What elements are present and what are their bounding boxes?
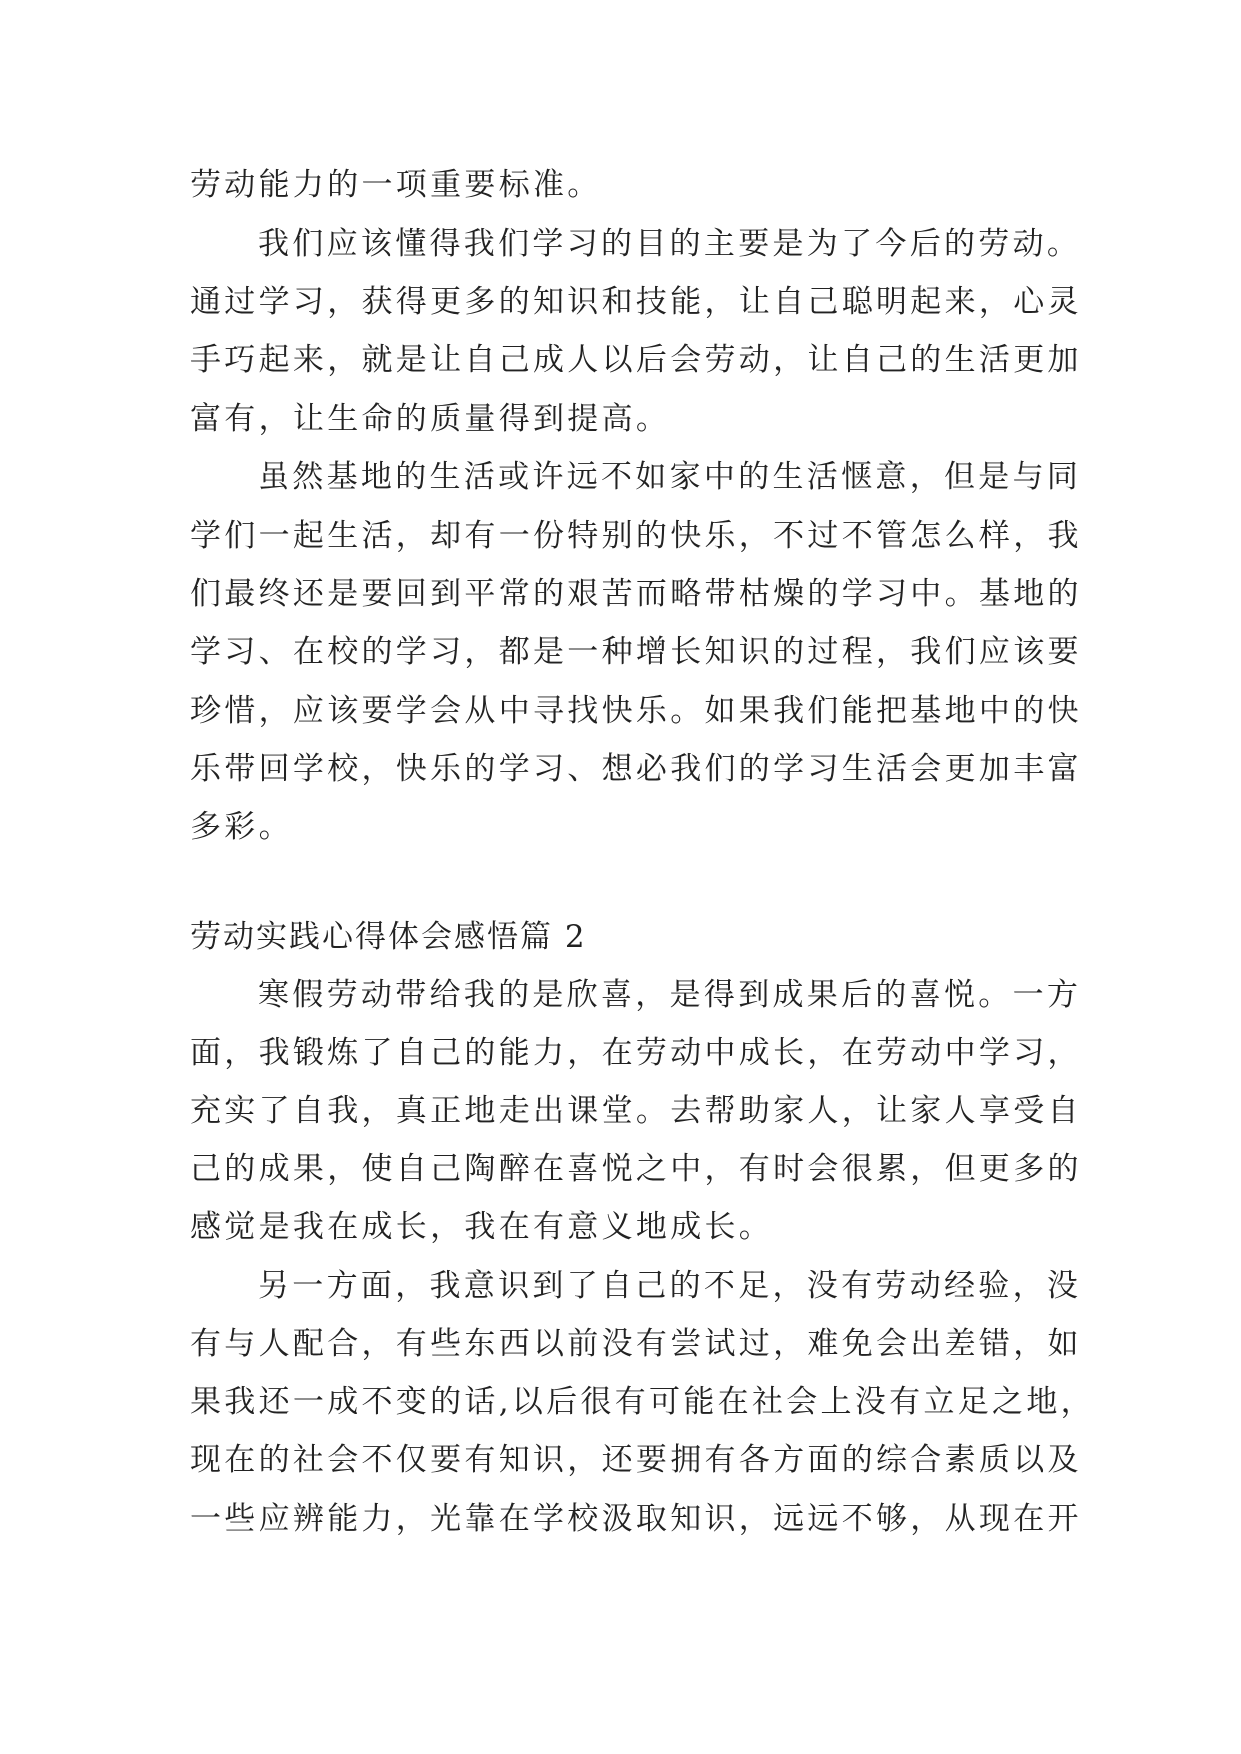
paragraph-line: 学习、在校的学习，都是一种增长知识的过程，我们应该要	[190, 634, 1082, 670]
paragraph-line: 学们一起生活，却有一份特别的快乐，不过不管怎么样，我	[190, 518, 1082, 554]
paragraph-line: 充实了自我，真正地走出课堂。去帮助家人，让家人享受自	[190, 1093, 1082, 1129]
paragraph-line: 虽然基地的生活或许远不如家中的生活惬意，但是与同	[258, 459, 1082, 495]
section-title: 劳动实践心得体会感悟篇 2	[190, 919, 587, 955]
paragraph-line: 劳动能力的一项重要标准。	[190, 167, 602, 203]
paragraph-line: 寒假劳动带给我的是欣喜，是得到成果后的喜悦。一方	[258, 977, 1082, 1013]
paragraph-line: 面，我锻炼了自己的能力，在劳动中成长，在劳动中学习，	[190, 1035, 1082, 1071]
paragraph-line: 有与人配合，有些东西以前没有尝试过，难免会出差错，如	[190, 1326, 1082, 1362]
paragraph-line: 现在的社会不仅要有知识，还要拥有各方面的综合素质以及	[190, 1442, 1082, 1478]
paragraph-line: 感觉是我在成长，我在有意义地成长。	[190, 1209, 774, 1245]
paragraph-line: 一些应辨能力，光靠在学校汲取知识，远远不够，从现在开	[190, 1501, 1082, 1537]
paragraph-line: 富有，让生命的质量得到提高。	[190, 401, 671, 437]
paragraph-line: 我们应该懂得我们学习的目的主要是为了今后的劳动。	[258, 226, 1082, 262]
paragraph-line: 们最终还是要回到平常的艰苦而略带枯燥的学习中。基地的	[190, 576, 1082, 612]
paragraph-line: 另一方面，我意识到了自己的不足，没有劳动经验，没	[258, 1268, 1082, 1304]
paragraph-line: 多彩。	[190, 809, 293, 845]
paragraph-line: 果我还一成不变的话,以后很有可能在社会上没有立足之地，	[190, 1384, 1095, 1420]
paragraph-line: 己的成果，使自己陶醉在喜悦之中，有时会很累，但更多的	[190, 1151, 1082, 1187]
paragraph-line: 通过学习，获得更多的知识和技能，让自己聪明起来，心灵	[190, 284, 1082, 320]
paragraph-line: 珍惜，应该要学会从中寻找快乐。如果我们能把基地中的快	[190, 693, 1082, 729]
paragraph-line: 乐带回学校，快乐的学习、想必我们的学习生活会更加丰富	[190, 751, 1082, 787]
paragraph-line: 手巧起来，就是让自己成人以后会劳动，让自己的生活更加	[190, 342, 1082, 378]
